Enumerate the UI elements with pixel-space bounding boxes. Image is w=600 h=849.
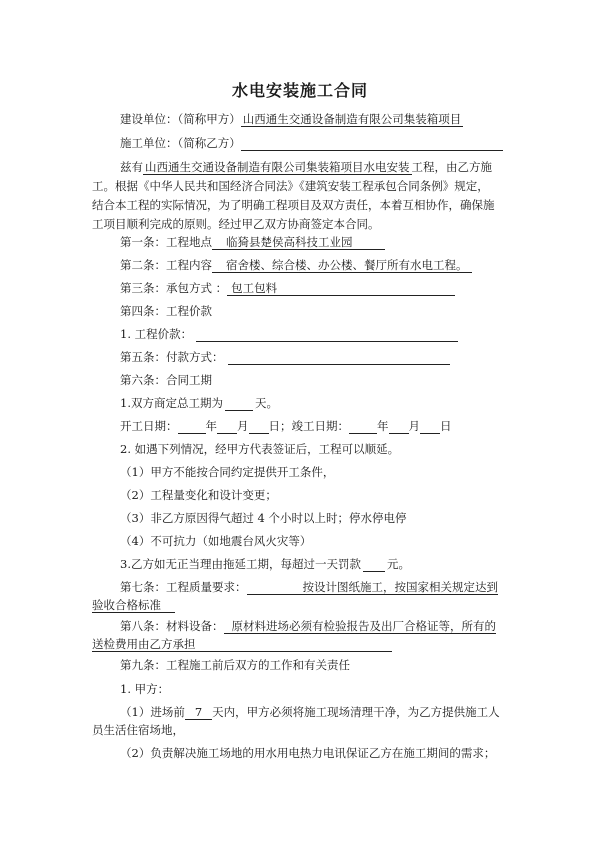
- party-a-value: 山西通生交通设备制造有限公司集装箱项目: [242, 112, 462, 126]
- article-8-value: 原材料进场必须有检验报告及出厂合格证等，所有的: [224, 620, 497, 634]
- article-1-label: 第一条：工程地点: [120, 235, 212, 249]
- blank: [249, 421, 269, 434]
- article-7-label: 第七条：工程质量要求：: [120, 580, 247, 594]
- penalty-text: 3.乙方如无正当理由拖延工期，每超过一天罚款: [120, 557, 361, 571]
- article-3: [120, 281, 455, 296]
- document-title: 水电安装施工合同: [231, 81, 368, 100]
- article-8-value-cont: 送检费用由乙方承担: [92, 638, 392, 652]
- article-1-value: 临猗县楚侯高科技工业园: [212, 236, 385, 250]
- intro-text: 工程，由乙方施: [411, 160, 492, 174]
- blank: [389, 421, 409, 434]
- end-label: ；竣工日期：: [280, 419, 349, 433]
- party-b-label: 施工单位：（简称乙方）: [120, 136, 241, 150]
- price-blank: [196, 329, 458, 342]
- article-7-value: 按设计图纸施工，按国家相关规定达到: [247, 581, 499, 595]
- party-a-label: 建设单位：（简称甲方）: [120, 112, 241, 126]
- article-2: [120, 258, 472, 273]
- duty-2: （2）负责解决施工场地的用水用电热力电讯保证乙方在施工期间的需求；: [120, 746, 496, 760]
- price-line: [120, 327, 458, 342]
- dates-line: [120, 419, 452, 434]
- duty-text: （1）进场前: [120, 705, 185, 719]
- article-7-cont: [92, 598, 175, 613]
- party-a-duties-heading: 1. 甲方：: [120, 682, 170, 696]
- period-days-blank: [225, 398, 253, 411]
- intro-line-4: 工项目顺利完成的原则。经过甲乙双方协商签定本合同。: [92, 217, 380, 231]
- article-5-label: 第五条：付款方式：: [120, 350, 224, 364]
- party-a-line: [120, 112, 463, 127]
- blank: [217, 421, 237, 434]
- total-period-line: [120, 396, 278, 411]
- duty-1-days: 7: [185, 706, 212, 720]
- article-2-label: 第二条：工程内容: [120, 258, 212, 272]
- article-6: 第六条：合同工期: [120, 373, 212, 387]
- period-text: 天。: [254, 396, 278, 410]
- intro-line-1: [120, 160, 492, 175]
- condition-1: （1）甲方不能按合同约定提供开工条件，: [120, 465, 335, 479]
- article-3-value: 包工包料: [227, 282, 455, 296]
- year-label: 年: [377, 419, 389, 433]
- duty-1: [120, 705, 500, 720]
- extend-line: 2. 如遇下列情况，经甲方代表签证后，工程可以顺延。: [120, 442, 400, 456]
- intro-line-2: 工。根据《中华人民共和国经济合同法》《建筑安装工程承包合同条例》规定，: [92, 179, 489, 193]
- penalty-text: 元。: [386, 557, 410, 571]
- article-3-label: 第三条：承包方式 ：: [120, 281, 228, 295]
- start-label: 开工日期：: [120, 419, 178, 433]
- penalty-line: [120, 557, 410, 572]
- article-2-value: 宿舍楼、综合楼、办公楼、餐厅所有水电工程。: [212, 259, 472, 273]
- payment-blank: [228, 352, 450, 365]
- blank: [349, 421, 377, 434]
- article-8-label: 第八条：材料设备：: [120, 619, 224, 633]
- year-label: 年: [205, 419, 217, 433]
- article-8-cont: [92, 637, 392, 652]
- article-5: [120, 350, 450, 365]
- intro-text: 兹有: [120, 160, 143, 174]
- condition-4: （4）不可抗力（如地震台风火灾等）: [120, 534, 312, 548]
- article-9: 第九条：工程施工前后双方的工作和有关责任: [120, 658, 350, 672]
- intro-project: 山西通生交通设备制造有限公司集装箱项目水电安装: [145, 160, 410, 174]
- price-label: 1. 工程价款：: [120, 327, 193, 341]
- period-text: 1.双方商定总工期为: [120, 396, 223, 410]
- article-8: [120, 619, 496, 634]
- day-label: 日: [268, 419, 280, 433]
- article-7: [120, 580, 498, 595]
- intro-line-3: 结合本工程的实际情况，为了明确工程项目及双方责任，本着互相协作，确保施: [92, 198, 495, 212]
- duty-1-cont: 员生活住宿场地，: [92, 723, 184, 737]
- day-label: 日: [440, 419, 452, 433]
- penalty-blank: [363, 559, 385, 572]
- duty-text: 天内，甲方必须将施工现场清理干净，为乙方提供施工人: [212, 705, 500, 719]
- condition-2: （2）工程量变化和设计变更；: [120, 488, 277, 502]
- month-label: 月: [237, 419, 249, 433]
- article-1: [120, 235, 385, 250]
- blank: [178, 421, 206, 434]
- month-label: 月: [408, 419, 420, 433]
- party-b-blank: [241, 138, 503, 151]
- article-7-value-cont: 验收合格标准: [92, 599, 175, 613]
- condition-3: （3）非乙方原因得气超过 4 个小时以上时；停水停电停: [120, 511, 407, 525]
- blank: [420, 421, 440, 434]
- article-4: 第四条：工程价款: [120, 304, 212, 318]
- party-b-line: [120, 136, 503, 151]
